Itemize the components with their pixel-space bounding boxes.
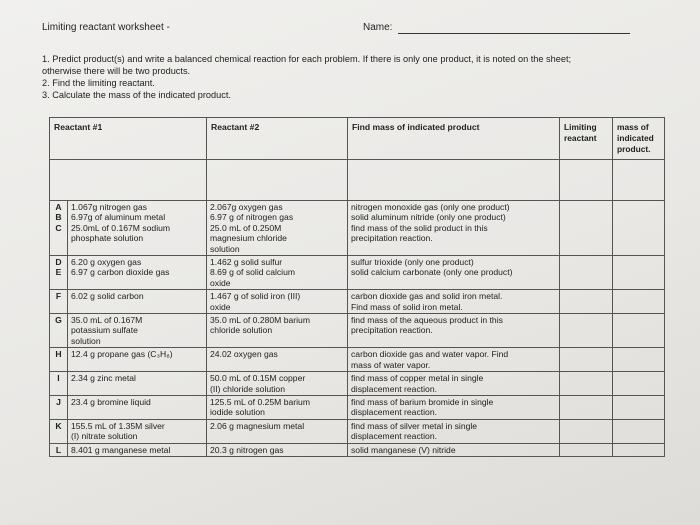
row-letter: I: [57, 373, 60, 384]
reactant-2-line: iodide solution: [210, 407, 265, 418]
find-mass-cell: [348, 395, 560, 419]
row-letters: [50, 348, 68, 372]
name-blank-line[interactable]: [398, 33, 630, 34]
table-row: [50, 348, 665, 372]
find-mass-line: solid aluminum nitride (only one product): [351, 212, 506, 223]
reactant-2-line: 25.0 mL of 0.250M: [210, 222, 282, 233]
find-mass-line: find mass of the aqueous product in this: [351, 315, 503, 326]
limiting-reactant-answer-cell[interactable]: [560, 348, 613, 372]
find-mass-line: find mass of barium bromide in single: [351, 396, 494, 407]
mass-answer-cell[interactable]: [613, 201, 665, 256]
header-limiting-reactant: [560, 118, 613, 160]
find-mass-line: carbon dioxide gas and water vapor. Find: [351, 349, 509, 360]
reactant-1-line: 6.02 g solid carbon: [71, 291, 144, 302]
header-mass-of-product: [613, 118, 665, 160]
name-label: Name:: [363, 22, 393, 33]
reactant-1-line: 155.5 mL of 1.35M silver: [71, 420, 165, 431]
reactant-2-cell: [207, 395, 348, 419]
find-mass-cell: [348, 372, 560, 396]
reactant-2-line: solution: [210, 243, 240, 254]
reactant-2-cell: [207, 314, 348, 348]
reactant-1-cell: [68, 256, 207, 290]
reactant-1-line: 6.20 g oxygen gas: [71, 257, 142, 268]
instructions: [42, 53, 682, 101]
reactant-2-line: 24.02 oxygen gas: [210, 349, 278, 360]
reactant-2-line: 20.3 g nitrogen gas: [210, 444, 284, 455]
find-mass-line: Find mass of solid iron metal.: [351, 301, 463, 312]
row-letter: J: [56, 396, 61, 407]
reactant-2-line: 2.06 g magnesium metal: [210, 420, 305, 431]
find-mass-cell: [348, 443, 560, 456]
row-letter: F: [55, 291, 62, 302]
reactant-1-line: potassium sulfate: [71, 325, 138, 336]
table-row: [50, 290, 665, 314]
find-mass-line: mass of water vapor.: [351, 359, 431, 370]
find-mass-cell: [348, 348, 560, 372]
find-mass-line: displacement reaction.: [351, 383, 437, 394]
mass-answer-cell[interactable]: [613, 290, 665, 314]
limiting-reactant-answer-cell[interactable]: [560, 395, 613, 419]
reactant-1-line: phosphate solution: [71, 233, 144, 244]
header-line: mass of: [617, 122, 649, 132]
reactant-2-cell: [207, 372, 348, 396]
table-row: [50, 256, 665, 290]
mass-answer-cell[interactable]: [613, 348, 665, 372]
reactant-2-cell: [207, 443, 348, 456]
mass-answer-cell[interactable]: [613, 419, 665, 443]
row-letter: G: [55, 315, 62, 326]
row-letter: E: [55, 267, 62, 278]
reactant-1-line: 8.401 g manganese metal: [71, 444, 171, 455]
find-mass-line: displacement reaction.: [351, 431, 437, 442]
limiting-reactant-answer-cell[interactable]: [560, 443, 613, 456]
header-line: reactant: [564, 133, 597, 143]
find-mass-line: find mass of the solid product in this: [351, 222, 488, 233]
reactant-1-line: 6.97g of aluminum metal: [71, 212, 166, 223]
instruction-line: 2. Find the limiting reactant.: [42, 78, 155, 88]
find-mass-cell: [348, 314, 560, 348]
reactant-2-cell: [207, 201, 348, 256]
blank-cell: [50, 160, 207, 201]
mass-answer-cell[interactable]: [613, 256, 665, 290]
row-letter: B: [55, 212, 62, 223]
reactant-1-line: solution: [71, 335, 101, 346]
blank-cell: [613, 160, 665, 201]
reactant-1-line: (I) nitrate solution: [71, 431, 138, 442]
mass-answer-cell[interactable]: [613, 314, 665, 348]
reactant-1-cell: [68, 290, 207, 314]
reactant-2-line: 35.0 mL of 0.280M barium: [210, 315, 310, 326]
find-mass-line: find mass of silver metal in single: [351, 420, 478, 431]
limiting-reactant-answer-cell[interactable]: [560, 290, 613, 314]
find-mass-line: sulfur trioxide (only one product): [351, 257, 474, 268]
table-row: [50, 443, 665, 456]
worksheet-table: [49, 117, 665, 457]
table-row: [50, 395, 665, 419]
reactant-2-line: 8.69 g of solid calcium: [210, 267, 296, 278]
row-letters: [50, 443, 68, 456]
find-mass-line: solid manganese (V) nitride: [351, 444, 456, 455]
blank-cell: [348, 160, 560, 201]
find-mass-line: find mass of copper metal in single: [351, 373, 484, 384]
table-row: [50, 201, 665, 256]
find-mass-cell: [348, 201, 560, 256]
find-mass-line: solid calcium carbonate (only one product): [351, 267, 513, 278]
find-mass-line: carbon dioxide gas and solid iron metal.: [351, 291, 503, 302]
header-reactant-1: Reactant #1: [50, 118, 207, 160]
find-mass-line: nitrogen monoxide gas (only one product): [351, 202, 510, 212]
table-spacer-row: [50, 160, 665, 201]
reactant-2-line: 6.97 g of nitrogen gas: [210, 212, 294, 223]
row-letter: D: [55, 257, 62, 268]
worksheet-title: Limiting reactant worksheet -: [42, 22, 170, 33]
table-row: [50, 314, 665, 348]
limiting-reactant-answer-cell[interactable]: [560, 372, 613, 396]
reactant-1-line: 2.34 g zinc metal: [71, 373, 136, 384]
mass-answer-cell[interactable]: [613, 443, 665, 456]
reactant-2-line: oxide: [210, 301, 231, 312]
reactant-2-line: 1.467 g of solid iron (III): [210, 291, 301, 302]
reactant-2-line: 125.5 mL of 0.25M barium: [210, 396, 310, 407]
row-letter: A: [55, 202, 62, 212]
mass-answer-cell[interactable]: [613, 395, 665, 419]
instruction-line: 3. Calculate the mass of the indicated product.: [42, 90, 231, 100]
row-letter: C: [55, 222, 62, 233]
reactant-1-line: 25.0mL of 0.167M sodium: [71, 222, 171, 233]
reactant-2-cell: [207, 348, 348, 372]
header-find-mass: Find mass of indicated product: [348, 118, 560, 160]
table-header-row: [50, 118, 665, 160]
row-letters: [50, 372, 68, 396]
reactant-1-line: 12.4 g propane gas (C₃H₈): [71, 349, 173, 360]
header-line: Limiting: [564, 122, 597, 132]
find-mass-cell: [348, 256, 560, 290]
reactant-1-cell: [68, 201, 207, 256]
reactant-1-line: 6.97 g carbon dioxide gas: [71, 267, 170, 278]
header-line: indicated: [617, 133, 654, 143]
limiting-reactant-answer-cell[interactable]: [560, 256, 613, 290]
reactant-2-line: oxide: [210, 277, 231, 288]
row-letters: [50, 290, 68, 314]
reactant-2-line: magnesium chloride: [210, 233, 287, 244]
reactant-2-line: 1.462 g solid sulfur: [210, 257, 283, 268]
reactant-1-cell: [68, 395, 207, 419]
reactant-2-line: (II) chloride solution: [210, 383, 285, 394]
reactant-1-cell: [68, 443, 207, 456]
find-mass-line: precipitation reaction.: [351, 325, 433, 336]
blank-cell: [560, 160, 613, 201]
header-line: product.: [617, 144, 651, 154]
reactant-2-line: 50.0 mL of 0.15M copper: [210, 373, 306, 384]
table-row: [50, 372, 665, 396]
row-letter: H: [55, 349, 62, 360]
reactant-1-line: 23.4 g bromine liquid: [71, 396, 151, 407]
table-row: [50, 419, 665, 443]
instruction-line: otherwise there will be two products.: [42, 66, 191, 76]
mass-answer-cell[interactable]: [613, 372, 665, 396]
row-letters: [50, 201, 68, 256]
row-letter: L: [55, 444, 62, 455]
reactant-2-cell: [207, 419, 348, 443]
reactant-1-cell: [68, 348, 207, 372]
reactant-1-cell: [68, 419, 207, 443]
row-letters: [50, 395, 68, 419]
row-letters: [50, 419, 68, 443]
reactant-1-cell: [68, 372, 207, 396]
reactant-1-line: 1.067g nitrogen gas: [71, 202, 147, 212]
row-letters: [50, 256, 68, 290]
instruction-line: 1. Predict product(s) and write a balanced chemical reaction for each problem. If there is only one product, it is noted on the sheet;: [42, 54, 572, 64]
reactant-2-cell: [207, 290, 348, 314]
reactant-2-line: chloride solution: [210, 325, 273, 336]
find-mass-cell: [348, 290, 560, 314]
reactant-2-line: 2.067g oxygen gas: [210, 202, 283, 212]
row-letters: [50, 314, 68, 348]
reactant-1-cell: [68, 314, 207, 348]
limiting-reactant-answer-cell[interactable]: [560, 419, 613, 443]
find-mass-line: displacement reaction.: [351, 407, 437, 418]
limiting-reactant-answer-cell[interactable]: [560, 314, 613, 348]
limiting-reactant-answer-cell[interactable]: [560, 201, 613, 256]
row-letter: K: [55, 420, 62, 431]
find-mass-line: precipitation reaction.: [351, 233, 433, 244]
reactant-2-cell: [207, 256, 348, 290]
reactant-1-line: 35.0 mL of 0.167M: [71, 315, 143, 326]
find-mass-cell: [348, 419, 560, 443]
blank-cell: [207, 160, 348, 201]
header-reactant-2: Reactant #2: [207, 118, 348, 160]
